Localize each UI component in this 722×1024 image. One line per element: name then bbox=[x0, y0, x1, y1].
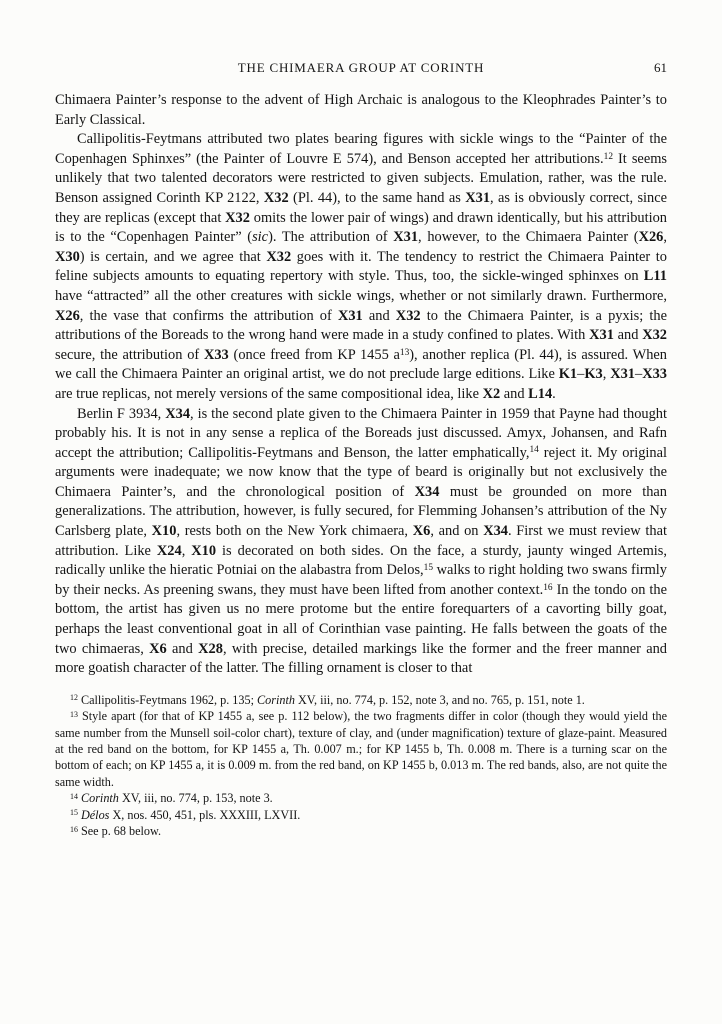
text-run: . First we must review that attribution. Like bbox=[55, 523, 667, 559]
text-run: ). The attribution of bbox=[268, 229, 394, 246]
text-run: – bbox=[577, 366, 585, 383]
catalog-number: X31 bbox=[465, 189, 491, 206]
catalog-number: X32 bbox=[225, 209, 250, 226]
text-run: secure, the attribution of bbox=[55, 346, 204, 363]
text-run: ) is certain, and we agree that bbox=[79, 248, 267, 265]
catalog-number: X10 bbox=[191, 542, 217, 559]
footnote bbox=[55, 823, 667, 839]
text-run: Callipolitis-Feytmans 1962, p. 135; bbox=[77, 692, 258, 707]
text-run: , bbox=[602, 366, 611, 383]
text-run: , with precise, detailed markings like the former and the freer manner and more goatish character of the latter. The filling ornament is closer to that bbox=[55, 640, 667, 677]
catalog-number: X34 bbox=[165, 405, 191, 422]
catalog-number: X10 bbox=[151, 523, 177, 540]
catalog-number: X2 bbox=[482, 385, 501, 402]
page-header bbox=[55, 60, 667, 76]
footnote-marker: 13 bbox=[399, 347, 410, 358]
text-run: . bbox=[552, 385, 556, 402]
footnote bbox=[55, 807, 667, 823]
text-run: , however, to the Chimaera Painter ( bbox=[418, 229, 639, 246]
catalog-number: X32 bbox=[395, 307, 421, 324]
text-run: XV, iii, no. 774, p. 153, note 3. bbox=[118, 791, 273, 806]
footnote bbox=[55, 692, 667, 708]
footnotes bbox=[55, 692, 667, 840]
footnote bbox=[55, 790, 667, 806]
footnote-marker: 16 bbox=[543, 582, 553, 593]
footnote-marker: 15 bbox=[423, 563, 433, 574]
text-run: reject it. My original arguments were inadequate; we now know that the type of beard is originally but not exclusively the Chimaera Painter’s, and the chronological position of bbox=[55, 444, 668, 500]
footnote-marker: 14 bbox=[529, 445, 539, 456]
catalog-number: X32 bbox=[266, 248, 292, 265]
catalog-number: X6 bbox=[412, 523, 431, 540]
body-text bbox=[55, 91, 667, 679]
italic-text: Délos bbox=[80, 807, 110, 822]
text-run: XV, iii, no. 774, p. 152, note 3, and no. 765, p. 151, note 1. bbox=[294, 692, 585, 707]
text-run: are true replicas, not merely versions of the same compositional idea, like bbox=[55, 385, 483, 402]
text-run: Style apart (for that of KP 1455 a, see p. 112 below), the two fragments differ in color (though they would yield the same number from the Munsell soil-color chart), texture of clay, and (under magnification) texture of glaze-paint. Measured at the red band on the bottom, for KP 1455 a, Th. 0.007 m.; for KP 1455 b, Th. 0.008 m. There is a turning scar on the bottom of each; on KP 1455 a, it is 0.009 m. from the red band, on KP 1455 b, 0.013 m. The red bands, also, are not quite the same width. bbox=[55, 709, 667, 789]
text-run: – bbox=[634, 366, 643, 383]
text-run: , the vase that confirms the attribution of bbox=[79, 307, 338, 324]
footnote-marker: 16 bbox=[70, 824, 78, 834]
footnote-marker: 14 bbox=[70, 791, 78, 801]
page-number: 61 bbox=[654, 60, 667, 75]
text-run: goes with it. The tendency to restrict the Chimaera Painter to feline subjects amounts to equating repertory with style. Thus, too, the sickle-winged sphinxes on bbox=[55, 248, 668, 285]
text-run: , as is obviously correct, since they are replicas (except that bbox=[55, 189, 668, 226]
running-title: THE CHIMAERA GROUP AT CORINTH bbox=[237, 60, 485, 75]
catalog-number: X31 bbox=[589, 327, 614, 344]
text-run: , is the second plate given to the Chimaera Painter in 1959 that Payne had thought probably his. It is not in any sense a replica of the Boreads just discussed. Amyx, Johansen, and Rafn accept the attribution; Callipolitis-Feytmans and Benson, the latter emphatically, bbox=[55, 405, 667, 461]
text-run: See p. 68 below. bbox=[77, 824, 162, 839]
footnote bbox=[55, 708, 667, 790]
footnote-marker: 13 bbox=[70, 709, 78, 719]
footnote-marker: 12 bbox=[70, 693, 78, 703]
catalog-number: X26 bbox=[638, 229, 664, 246]
text-run: and bbox=[362, 307, 396, 324]
text-run: , bbox=[181, 542, 192, 559]
catalog-number: X31 bbox=[610, 366, 635, 383]
text-run: and bbox=[613, 327, 643, 344]
catalog-number: X24 bbox=[156, 542, 182, 559]
text-run: Berlin F 3934, bbox=[77, 405, 166, 422]
catalog-number: X30 bbox=[55, 248, 80, 265]
text-run: It seems unlikely that two talented decorators were restricted to given subjects. Emulation, rather, was the rule. Benson assigned Corinth KP 2122, bbox=[55, 150, 667, 206]
catalog-number: X33 bbox=[642, 366, 667, 383]
text-run: Callipolitis-Feytmans attributed two plates bearing figures with sickle wings to the “Painter of the Copenhagen Sphinxes” (the Painter of Louvre E 574), and Benson accepted her attributions. bbox=[55, 131, 667, 167]
footnote-marker: 12 bbox=[603, 151, 613, 162]
catalog-number: K1 bbox=[558, 366, 578, 383]
text-run: to the Chimaera Painter, is a pyxis; the attributions of the Boreads to the wrong hand were made in a study confined to plates. With bbox=[55, 307, 667, 344]
catalog-number: X33 bbox=[203, 346, 229, 363]
italic-text: Corinth bbox=[257, 692, 295, 707]
italic-text: Corinth bbox=[80, 791, 119, 806]
text-run: (Pl. 44), to the same hand as bbox=[288, 189, 466, 206]
catalog-number: X32 bbox=[642, 327, 668, 344]
text-run: (once freed from KP 1455 a bbox=[228, 346, 400, 363]
paragraph bbox=[55, 130, 667, 404]
text-run: , bbox=[663, 229, 667, 246]
text-run: Chimaera Painter’s response to the advent of High Archaic is analogous to the Kleophrades Painter’s to Early Classical. bbox=[55, 92, 667, 128]
catalog-number: L14 bbox=[528, 385, 553, 402]
catalog-number: L11 bbox=[643, 268, 667, 285]
catalog-number: K3 bbox=[584, 366, 603, 383]
catalog-number: X28 bbox=[198, 640, 223, 657]
text-run: X, nos. 450, 451, pls. XXXIII, LXVII. bbox=[109, 807, 301, 822]
text-run: and bbox=[166, 640, 199, 657]
text-run: must be grounded on more than generalizations. The attribution, however, is fully secured, for Flemming Johansen’s attribution of the Ny Carlsberg plate, bbox=[55, 483, 667, 540]
text-run: and bbox=[500, 385, 529, 402]
footnote-marker: 15 bbox=[70, 808, 78, 818]
text-run: In the tondo on the bottom, the artist has given us no mere protome but the entire forequarters of a cavorting billy goat, perhaps the least conventional goat in all of Corinthian vase painting. He falls between the goats of the two chimaeras, bbox=[55, 581, 667, 657]
text-run: walks to right holding two swans firmly by their necks. As preening swans, they must have been lifted from another context. bbox=[55, 562, 667, 598]
catalog-number: X31 bbox=[393, 229, 419, 246]
text-run: , and on bbox=[430, 523, 484, 540]
paragraph bbox=[55, 91, 667, 130]
catalog-number: X34 bbox=[483, 523, 508, 540]
text-run: , rests both on the New York chimaera, bbox=[176, 523, 413, 540]
text-run: have “attracted” all the other creatures with sickle wings, whether or not similarly drawn. Furthermore, bbox=[55, 287, 667, 304]
text-run: ), another replica (Pl. 44), is assured. When we call the Chimaera Painter an original artist, we do not preclude large editions. Like bbox=[55, 346, 667, 383]
catalog-number: X31 bbox=[337, 307, 363, 324]
catalog-number: X32 bbox=[263, 189, 289, 206]
catalog-number: X6 bbox=[149, 640, 167, 657]
paragraph bbox=[55, 405, 667, 679]
catalog-number: X34 bbox=[414, 483, 440, 500]
catalog-number: X26 bbox=[55, 307, 80, 324]
text-run: is decorated on both sides. On the face, a sturdy, jaunty winged Artemis, radically unlike the hieratic Potniai on the alabastra from Delos, bbox=[55, 542, 667, 579]
text-run: omits the lower pair of wings) and drawn identically, but his attribution is to the “Copenhagen Painter” ( bbox=[55, 209, 667, 246]
italic-text: sic bbox=[252, 229, 269, 246]
